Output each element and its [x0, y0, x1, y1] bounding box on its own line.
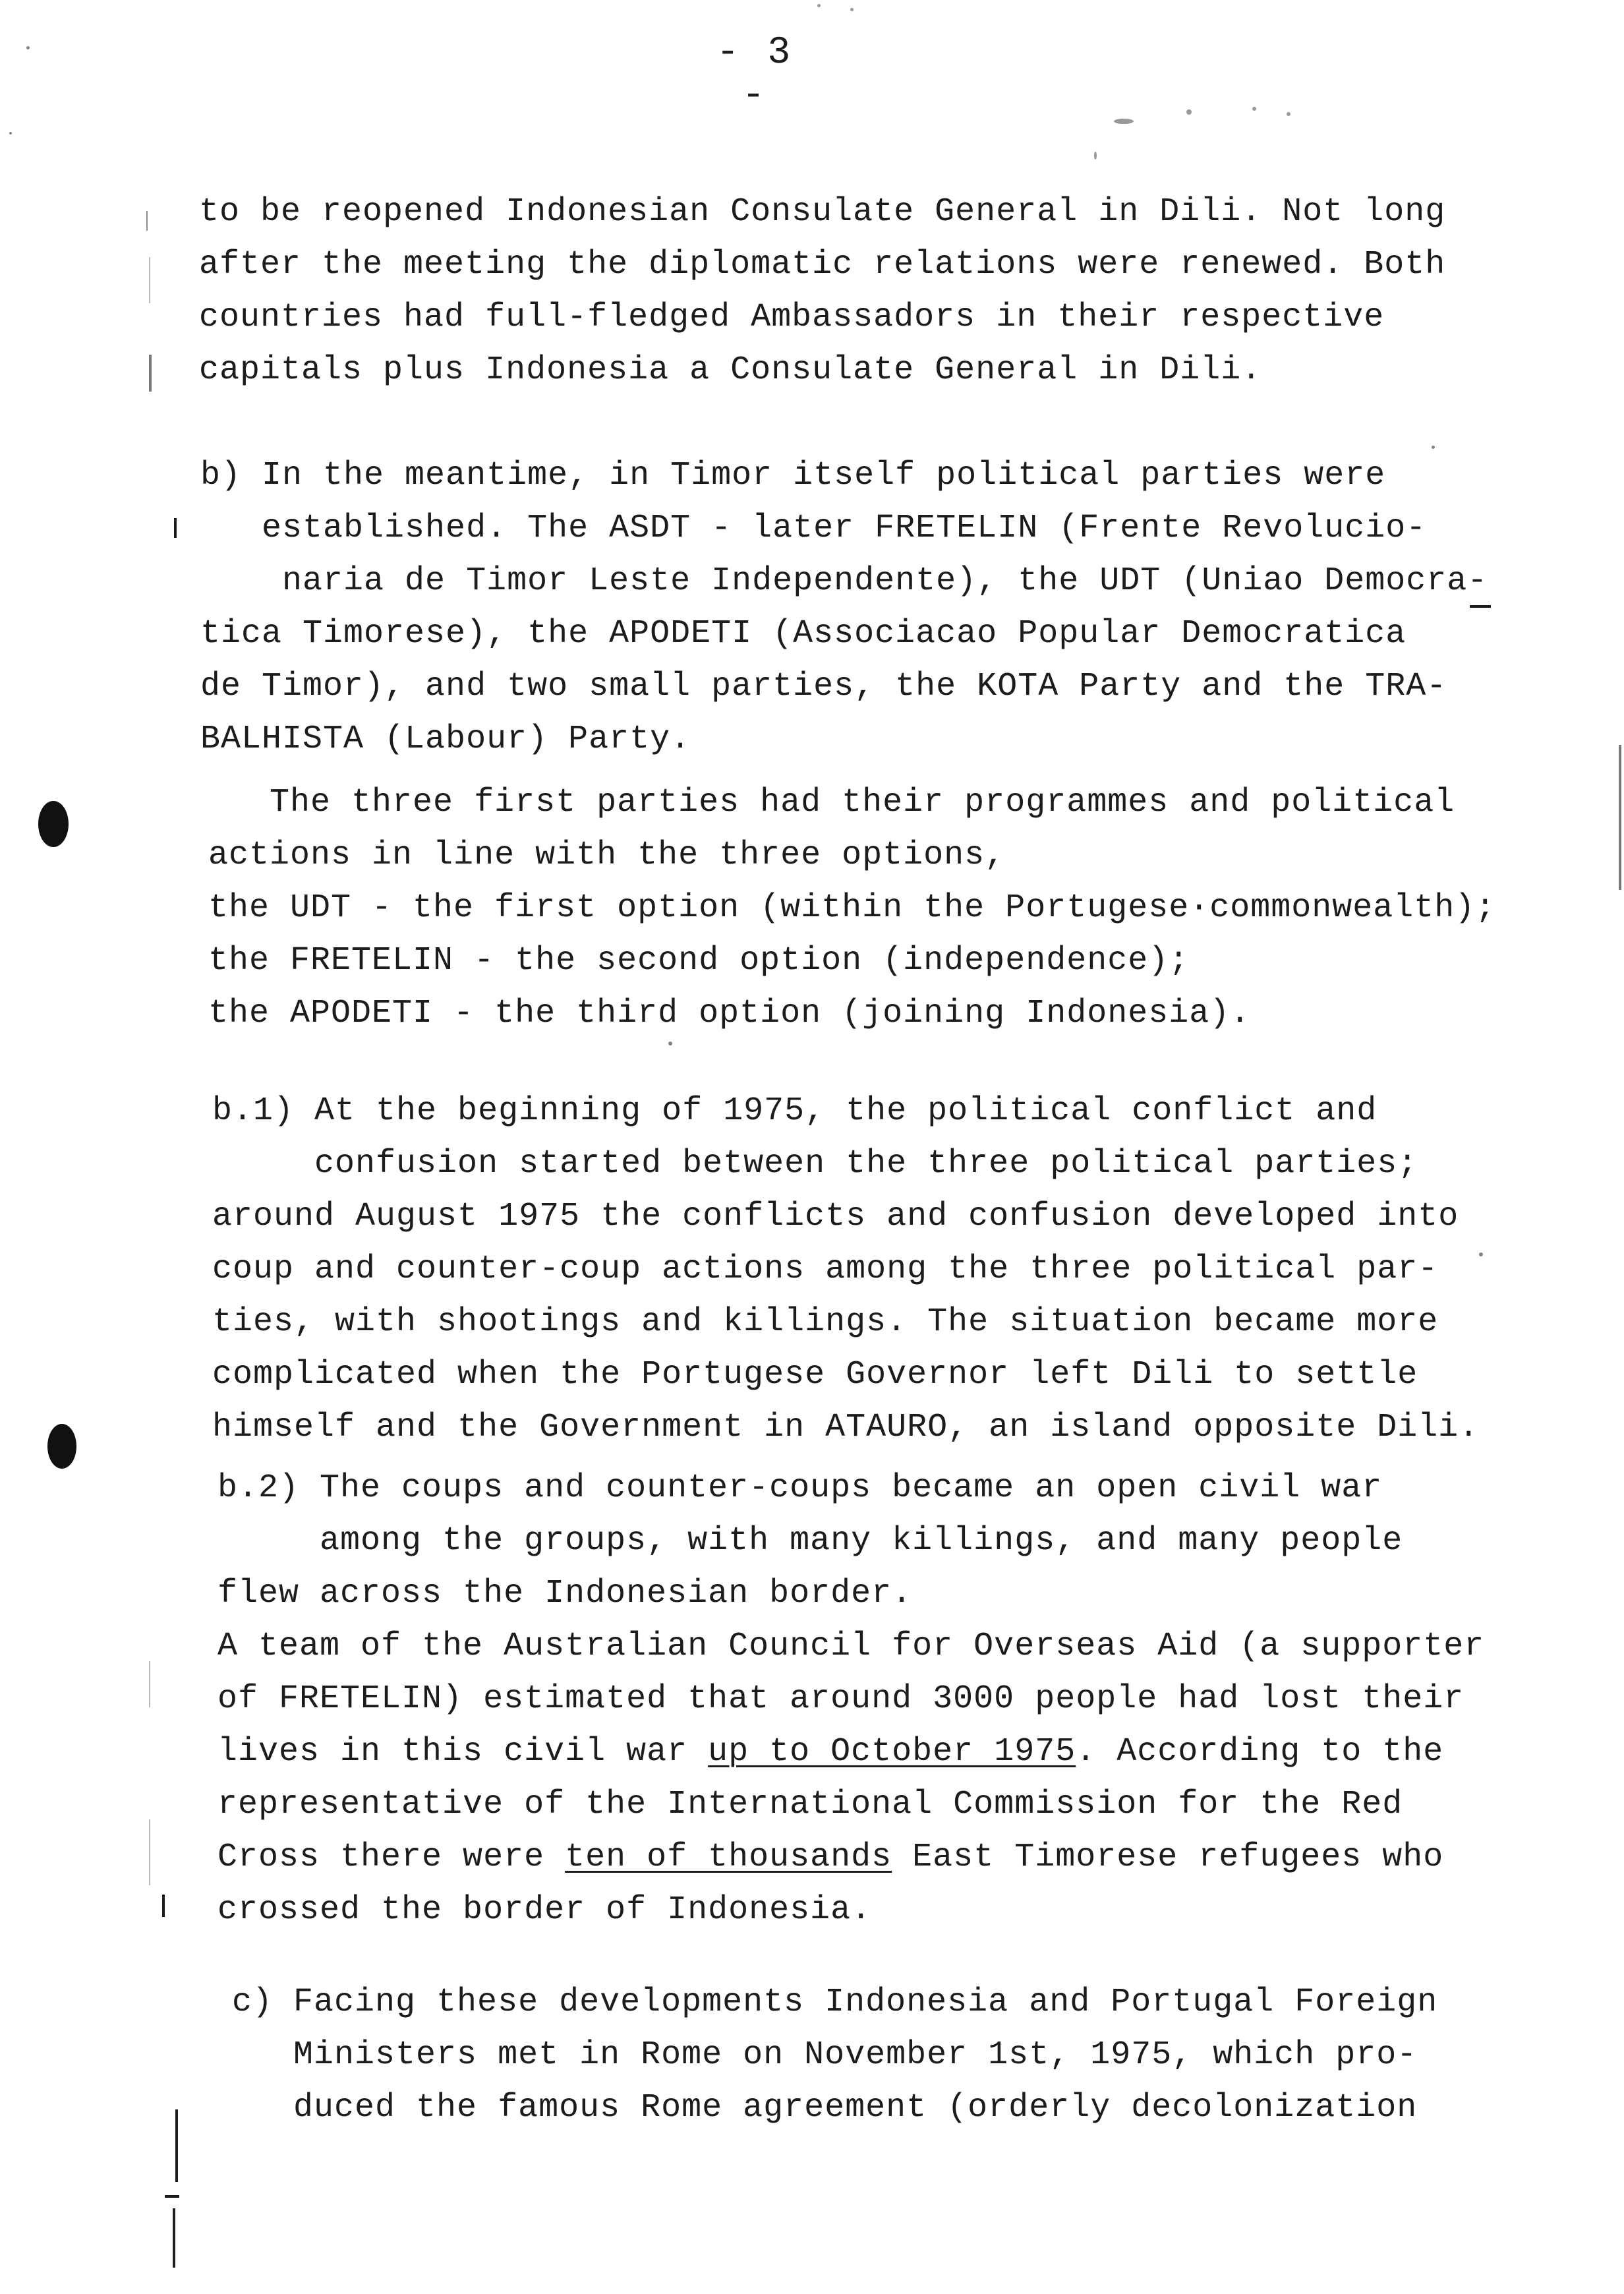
text-line: tica Timorese), the APODETI (Associacao Popular Democratica: [200, 615, 1406, 653]
text-line: of FRETELIN) estimated that around 3000 people had lost their: [218, 1680, 1464, 1718]
text-line: the FRETELIN - the second option (independence);: [208, 942, 1190, 980]
scan-speck: [1186, 109, 1192, 115]
text-line: countries had full-fledged Ambassadors in their respective: [199, 299, 1385, 336]
underlined-phrase: ten of thousands: [565, 1838, 892, 1876]
text-line: himself and the Government in ATAURO, an island opposite Dili.: [212, 1409, 1480, 1446]
underlined-phrase: up to October 1975: [708, 1733, 1076, 1771]
scan-speck: [1094, 152, 1097, 160]
margin-mark: [174, 518, 177, 538]
text-line: b.2) The coups and counter-coups became an open civil war: [218, 1469, 1383, 1507]
scan-speck: [1479, 1252, 1483, 1256]
text-line: c) Facing these developments Indonesia and Portugal Foreign: [232, 1984, 1438, 2021]
text-line: flew across the Indonesian border.: [218, 1575, 913, 1612]
margin-mark: [149, 1819, 150, 1885]
margin-mark: [1619, 745, 1621, 890]
text-line: the APODETI - the third option (joining Indonesia).: [208, 995, 1251, 1032]
text-line: after the meeting the diplomatic relations were renewed. Both: [199, 246, 1446, 283]
punch-hole-mark: [47, 1424, 76, 1469]
text-line: [218, 1838, 1443, 1877]
dash-mark: [1470, 605, 1491, 608]
text-line: capitals plus Indonesia a Consulate General in Dili.: [199, 351, 1262, 389]
text-line: naria de Timor Leste Independente), the UDT (Uniao Democra-: [200, 562, 1488, 600]
text-span: lives in this civil war: [218, 1733, 709, 1771]
scan-speck: [850, 8, 854, 11]
scan-speck: [1252, 107, 1256, 111]
scan-speck: [1114, 119, 1134, 124]
scan-speck: [9, 132, 12, 134]
text-line: duced the famous Rome agreement (orderly decolonization: [232, 2089, 1418, 2127]
text-line: confusion started between the three political parties;: [212, 1145, 1418, 1183]
scan-speck: [26, 46, 30, 49]
text-line: representative of the International Commission for the Red: [218, 1786, 1403, 1823]
text-line: complicated when the Portugese Governor left Dili to settle: [212, 1356, 1418, 1394]
margin-mark: [149, 257, 150, 303]
scan-speck: [668, 1042, 672, 1045]
margin-mark: [162, 1895, 165, 1917]
text-line: de Timor), and two small parties, the KOTA Party and the TRA-: [200, 668, 1447, 705]
margin-mark: [146, 211, 148, 231]
text-line: established. The ASDT - later FRETELIN (Frente Revolucio-: [200, 510, 1427, 547]
text-line: to be reopened Indonesian Consulate General in Dili. Not long: [199, 193, 1446, 231]
text-line: coup and counter-coup actions among the three political par-: [212, 1250, 1439, 1288]
text-line: among the groups, with many killings, and many people: [218, 1522, 1403, 1560]
margin-mark: [173, 2208, 175, 2268]
margin-mark: [149, 355, 152, 392]
page-number: - 3 -: [716, 32, 794, 117]
scan-speck: [817, 4, 821, 7]
text-line: A team of the Australian Council for Overseas Aid (a supporter: [218, 1628, 1485, 1665]
text-line: the UDT - the first option (within the Portugese·commonwealth);: [208, 889, 1496, 927]
margin-mark: [175, 2109, 178, 2182]
punch-hole-mark: [38, 801, 69, 847]
text-span: . According to the: [1076, 1733, 1444, 1771]
margin-mark: [165, 2195, 179, 2198]
text-line: Ministers met in Rome on November 1st, 1975, which pro-: [232, 2036, 1418, 2074]
text-span: Cross there were: [218, 1838, 566, 1876]
text-line: actions in line with the three options,: [208, 837, 1006, 874]
scan-speck: [1432, 446, 1435, 449]
text-line: The three first parties had their programmes and political: [208, 784, 1455, 821]
text-line: BALHISTA (Labour) Party.: [200, 721, 691, 758]
scan-speck: [1287, 112, 1290, 116]
text-line: ties, with shootings and killings. The situation became more: [212, 1303, 1439, 1341]
text-line: b) In the meantime, in Timor itself political parties were: [200, 457, 1386, 494]
text-line: [218, 1732, 1443, 1772]
text-line: around August 1975 the conflicts and confusion developed into: [212, 1198, 1459, 1235]
text-line: crossed the border of Indonesia.: [218, 1891, 872, 1929]
text-span: East Timorese refugees who: [892, 1838, 1444, 1876]
margin-mark: [149, 1661, 150, 1707]
text-line: b.1) At the beginning of 1975, the political conflict and: [212, 1092, 1378, 1130]
